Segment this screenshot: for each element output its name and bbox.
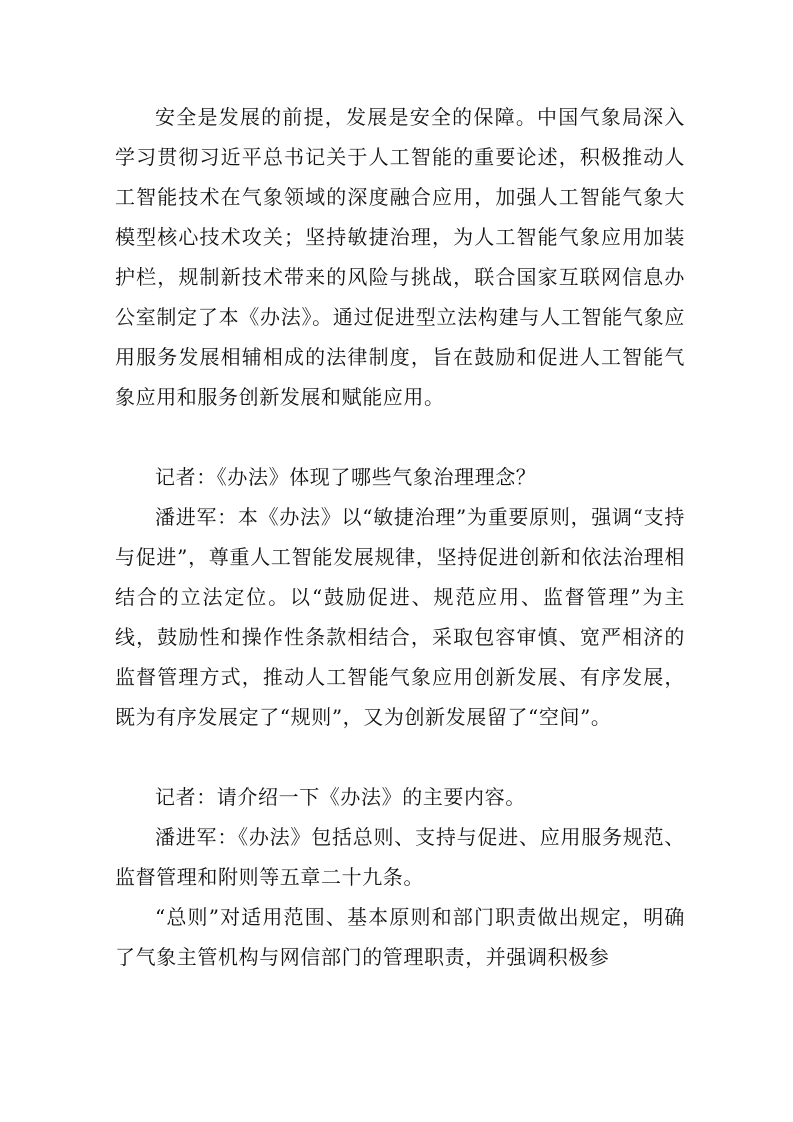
document-body [115, 97, 685, 977]
paragraph-gap [115, 417, 685, 457]
paragraph-general-provisions: “总则”对适用范围、基本原则和部门职责做出规定，明确了气象主管机构与网信部门的管理职责，并强调积极参 [115, 905, 685, 969]
paragraph-gap [115, 737, 685, 777]
answer-main-content: 潘进军：《办法》包括总则、支持与促进、应用服务规范、监督管理和附则等五章二十九条。 [115, 825, 685, 889]
question-governance-concepts: 记者：《办法》体现了哪些气象治理理念？ [155, 465, 537, 489]
question-main-content: 记者：请介绍一下《办法》的主要内容。 [155, 785, 526, 809]
paragraph-intro: 安全是发展的前提，发展是安全的保障。中国气象局深入学习贯彻习近平总书记关于人工智能的重要论述，积极推动人工智能技术在气象领域的深度融合应用，加强人工智能气象大模型核心技术攻关；坚持敏捷治理，为人工智能气象应用加装护栏，规制新技术带来的风险与挑战，联合国家互联网信息办公室制定了本《办法》。通过促进型立法构建与人工智能气象应用服务发展相辅相成的法律制度，旨在鼓励和促进人工智能气象应用和服务创新发展和赋能应用。 [115, 105, 685, 409]
answer-governance-concepts: 潘进军：本《办法》以“敏捷治理”为重要原则，强调“支持与促进”，尊重人工智能发展规律，坚持促进创新和依法治理相结合的立法定位。以“鼓励促进、规范应用、监督管理”为主线，鼓励性和操作性条款相结合，采取包容审慎、宽严相济的监督管理方式，推动人工智能气象应用创新发展、有序发展，既为有序发展定了“规则”，又为创新发展留了“空间”。 [115, 505, 685, 729]
